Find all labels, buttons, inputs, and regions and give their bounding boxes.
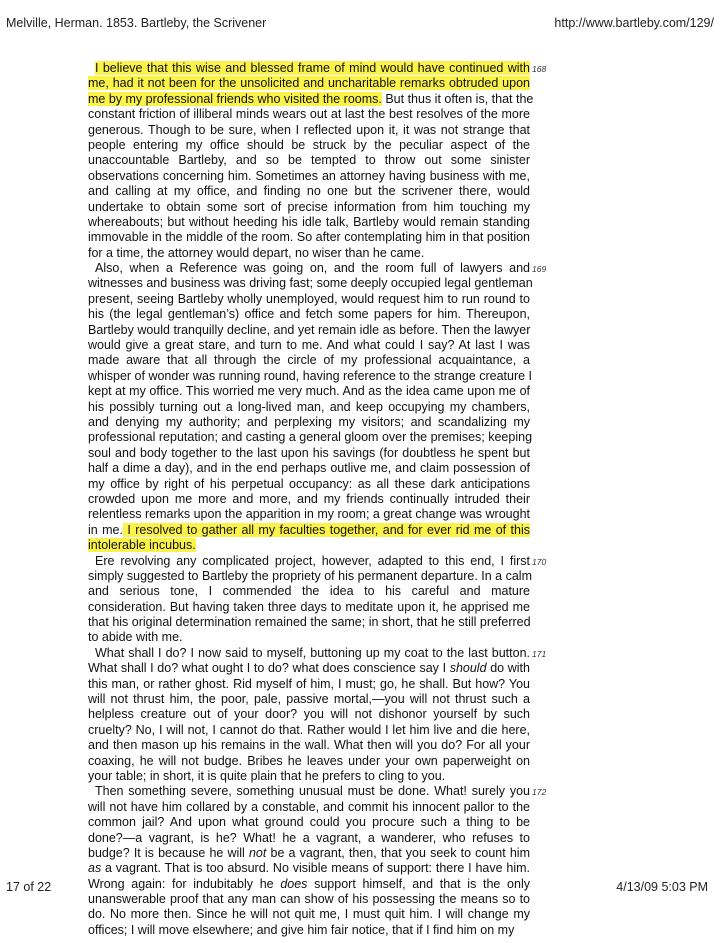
text-span: simply suggested to Bartleby the propriety of his permanent departure. In a calm (88, 568, 532, 583)
highlighted-text: me by my professional friends who visited the rooms. (88, 91, 382, 106)
italic-text: not (248, 845, 267, 860)
text-span: half a dime a day), and in the end perhaps outlive me, and claim possession of (88, 461, 530, 476)
text-span: But thus it often is, that the (381, 91, 534, 106)
text-span: my office by right of his perpetual occupancy: as all these dark anticipations (88, 476, 530, 491)
text-span: your table; in short, it is quite plain that he prefers to cling to you. (88, 768, 446, 783)
text-line (88, 323, 530, 338)
highlighted-text: me, had it not been for the unsolicited and uncharitable remarks obtruded upon (88, 76, 530, 91)
text-line (88, 169, 530, 184)
paragraph-number: 172 (532, 787, 547, 798)
text-span: soul and body together to the last upon his savings (for doubtless he spent but (88, 445, 530, 460)
document-body (88, 61, 547, 938)
text-span: immovable in the middle of the room. So after contemplating him in that position (88, 230, 530, 245)
text-span: his (the legal gentleman’s) office and fetch some papers for him. Thereupon, (88, 307, 530, 322)
text-span: cruelty? No, I will not, I cannot do that. Rather would I let him live and die here, (88, 722, 530, 737)
text-span: support himself, and that is the only (307, 876, 530, 891)
paragraph-number: 170 (532, 556, 547, 567)
text-span: kept at my office. This worried me very much. And as the idea came upon me of (88, 384, 530, 399)
text-line (88, 415, 530, 430)
text-line (88, 261, 530, 276)
text-span: and calling at my office, and finding no one but the scrivener there, would (88, 184, 530, 199)
italic-text: should (449, 661, 487, 676)
text-span: unaccountable Bartleby, and so be tempted to throw out some sinister (88, 153, 530, 168)
text-line (88, 507, 530, 522)
text-line (88, 615, 530, 630)
text-span: relentless remarks upon the apparition in my room; a great change was wrought (88, 507, 530, 522)
text-line (88, 215, 530, 230)
text-span: consideration. But having taken three days to meditate upon it, he apprised me (88, 599, 530, 614)
text-span: Then something severe, something unusual must be done. What! surely you (95, 784, 530, 799)
text-span: Bartleby would tranquilly decline, and yet remain idle as before. Then the lawyer (88, 322, 531, 337)
text-line (88, 230, 530, 245)
text-line (88, 353, 530, 368)
print-timestamp: 4/13/09 5:03 PM (616, 880, 708, 894)
paragraph (88, 553, 547, 646)
text-line (88, 523, 530, 538)
text-line (88, 554, 530, 569)
italic-text: as (88, 861, 102, 876)
text-span: and then mason up his remains in the wall. What then will you do? For all your (88, 738, 530, 753)
text-line (88, 892, 530, 907)
text-line (88, 877, 530, 892)
text-span: whisper of wonder was running round, having reference to the strange creature I (88, 368, 533, 383)
text-line (88, 200, 530, 215)
text-line (88, 861, 530, 876)
text-span: crowded upon me more and more, and my friends continually intruded their (88, 491, 530, 506)
text-span: to abide with me. (88, 630, 183, 645)
text-line (88, 800, 530, 815)
paragraph (88, 645, 547, 785)
italic-text: does (280, 876, 308, 891)
text-line (88, 831, 530, 846)
text-line (88, 153, 530, 168)
text-line (88, 76, 530, 91)
text-span: made aware that all through the circle of my professional acquaintance, a (88, 353, 530, 368)
header-source-title: Melville, Herman. 1853. Bartleby, the Scrivener (6, 16, 267, 30)
text-line (88, 368, 533, 384)
text-line (88, 292, 530, 307)
text-line (88, 384, 530, 399)
text-span: present, seeing Bartleby wholly unemployed, would request him to run round to (88, 291, 530, 306)
text-line (88, 107, 530, 122)
highlighted-text: I resolved to gather all my faculties together, and for ever rid me of this (122, 522, 531, 537)
paragraph-number: 171 (532, 648, 547, 659)
text-span: Also, when a Reference was going on, and the room full of lawyers and (95, 261, 530, 276)
highlighted-text: intolerable incubus. (88, 538, 196, 553)
text-line (88, 923, 530, 938)
text-line (88, 846, 530, 861)
text-line (88, 569, 530, 584)
text-line (88, 630, 530, 645)
text-line (88, 707, 530, 722)
text-span: Ere revolving any complicated project, however, adapted to this end, I first (95, 553, 530, 568)
text-span: do. No more then. Since he will not quit me, I must quit him. I will change my (88, 907, 530, 922)
text-span: generous. Though to be sure, when I reflected upon it, it was not strange that (88, 122, 530, 137)
text-span: be a vagrant, then, that you seek to count him (266, 845, 530, 860)
text-span: What shall I do? what ought I to do? what does conscience say I (88, 661, 450, 676)
page-counter: 17 of 22 (6, 880, 52, 894)
text-span: a vagrant. That is too absurd. No visible means of support: there I have him. (101, 861, 530, 876)
text-line (88, 138, 530, 153)
paragraph (88, 61, 547, 261)
text-span: undertake to obtain some sort of precise information from him touching my (88, 199, 530, 214)
text-line (88, 600, 530, 615)
text-span: his possibly turning out a long-lived man, and keep occupying my chambers, (88, 399, 530, 414)
text-line (88, 400, 530, 415)
text-line (88, 430, 533, 445)
text-line (88, 446, 530, 461)
header-url: http://www.bartleby.com/129/ (554, 16, 714, 30)
highlighted-text: I believe that this wise and blessed frame of mind would have continued with (95, 61, 530, 75)
paragraph (88, 261, 547, 553)
text-line (88, 815, 530, 830)
paragraph-number: 169 (532, 264, 547, 275)
text-line (88, 184, 530, 199)
text-span: What shall I do? I now said to myself, buttoning up my coat to the last button. (95, 645, 530, 660)
text-span: people entering my office should be struck by the peculiar aspect of the (88, 137, 530, 152)
text-span: witnesses and business was driving fast; some deeply occupied legal gentleman (88, 276, 533, 291)
paragraph (88, 784, 547, 938)
text-span: for a time, the attorney would depart, no wiser than he came. (88, 245, 425, 260)
text-line (88, 784, 530, 799)
text-span: will not thrust him, the poor, pale, passive mortal,—you will not thrust such a (88, 692, 530, 707)
text-line (88, 677, 530, 692)
text-span: do with (486, 661, 530, 676)
text-line (88, 307, 530, 322)
text-line (88, 738, 530, 753)
text-span: in me. (88, 522, 123, 537)
text-span: Wrong again: for indubitably he (88, 876, 281, 891)
text-line (88, 661, 530, 676)
text-span: professional reputation; and casting a general gloom over the premises; keeping (88, 430, 533, 445)
text-span: offices; I will move elsewhere; and give him fair notice, that if I find him on my (88, 922, 515, 937)
text-span: would give a great stare, and turn to me. And what could I say? At last I was (88, 338, 530, 353)
text-span: this man, or rather ghost. Rid myself of him, I must; go, he shall. But how? You (88, 676, 530, 691)
text-span: helpless creature out of your door? you will not dishonor yourself by such (88, 707, 530, 722)
text-line (88, 461, 530, 476)
text-line (88, 907, 530, 922)
text-line (88, 769, 530, 784)
text-span: and serious tone, I commended the idea to his careful and mature (88, 584, 530, 599)
text-line (88, 123, 530, 138)
text-span: whereabouts; but without heeding his idle talk, Bartleby would remain standing (88, 214, 530, 229)
paragraph-number: 168 (532, 64, 547, 74)
text-line (88, 538, 530, 553)
text-line (88, 61, 530, 76)
text-line (88, 584, 530, 599)
text-line (88, 276, 533, 291)
text-line (88, 246, 530, 261)
text-span: constant friction of illiberal minds wears out at last the best resolves of the more (88, 107, 530, 122)
text-line (88, 338, 530, 353)
text-line (88, 723, 530, 738)
text-line (88, 646, 530, 661)
text-span: that his original determination remained the same; in short, that he still preferred (88, 615, 531, 630)
text-line (88, 91, 534, 107)
text-span: and denying my authority; and perplexing my visitors; and scandalizing my (88, 414, 530, 429)
text-span: observations concerning him. Sometimes an attorney having business with me, (88, 168, 530, 183)
text-span: unanswerable proof that any man can show of his possessing the means so to (88, 892, 530, 907)
text-span: budge? It is because he will (88, 845, 249, 860)
text-span: common jail? And upon what ground could you procure such a thing to be (88, 815, 530, 830)
text-span: done?—a vagrant, is he? What! he a vagrant, a wanderer, who refuses to (88, 830, 530, 845)
text-span: coaxing, he will not budge. Bribes he leaves under your own paperweight on (88, 753, 530, 768)
text-line (88, 692, 530, 707)
text-line (88, 492, 530, 507)
text-line (88, 754, 530, 769)
text-span: will not have him collared by a constable, and commit his innocent pallor to the (88, 799, 530, 814)
text-line (88, 477, 530, 492)
